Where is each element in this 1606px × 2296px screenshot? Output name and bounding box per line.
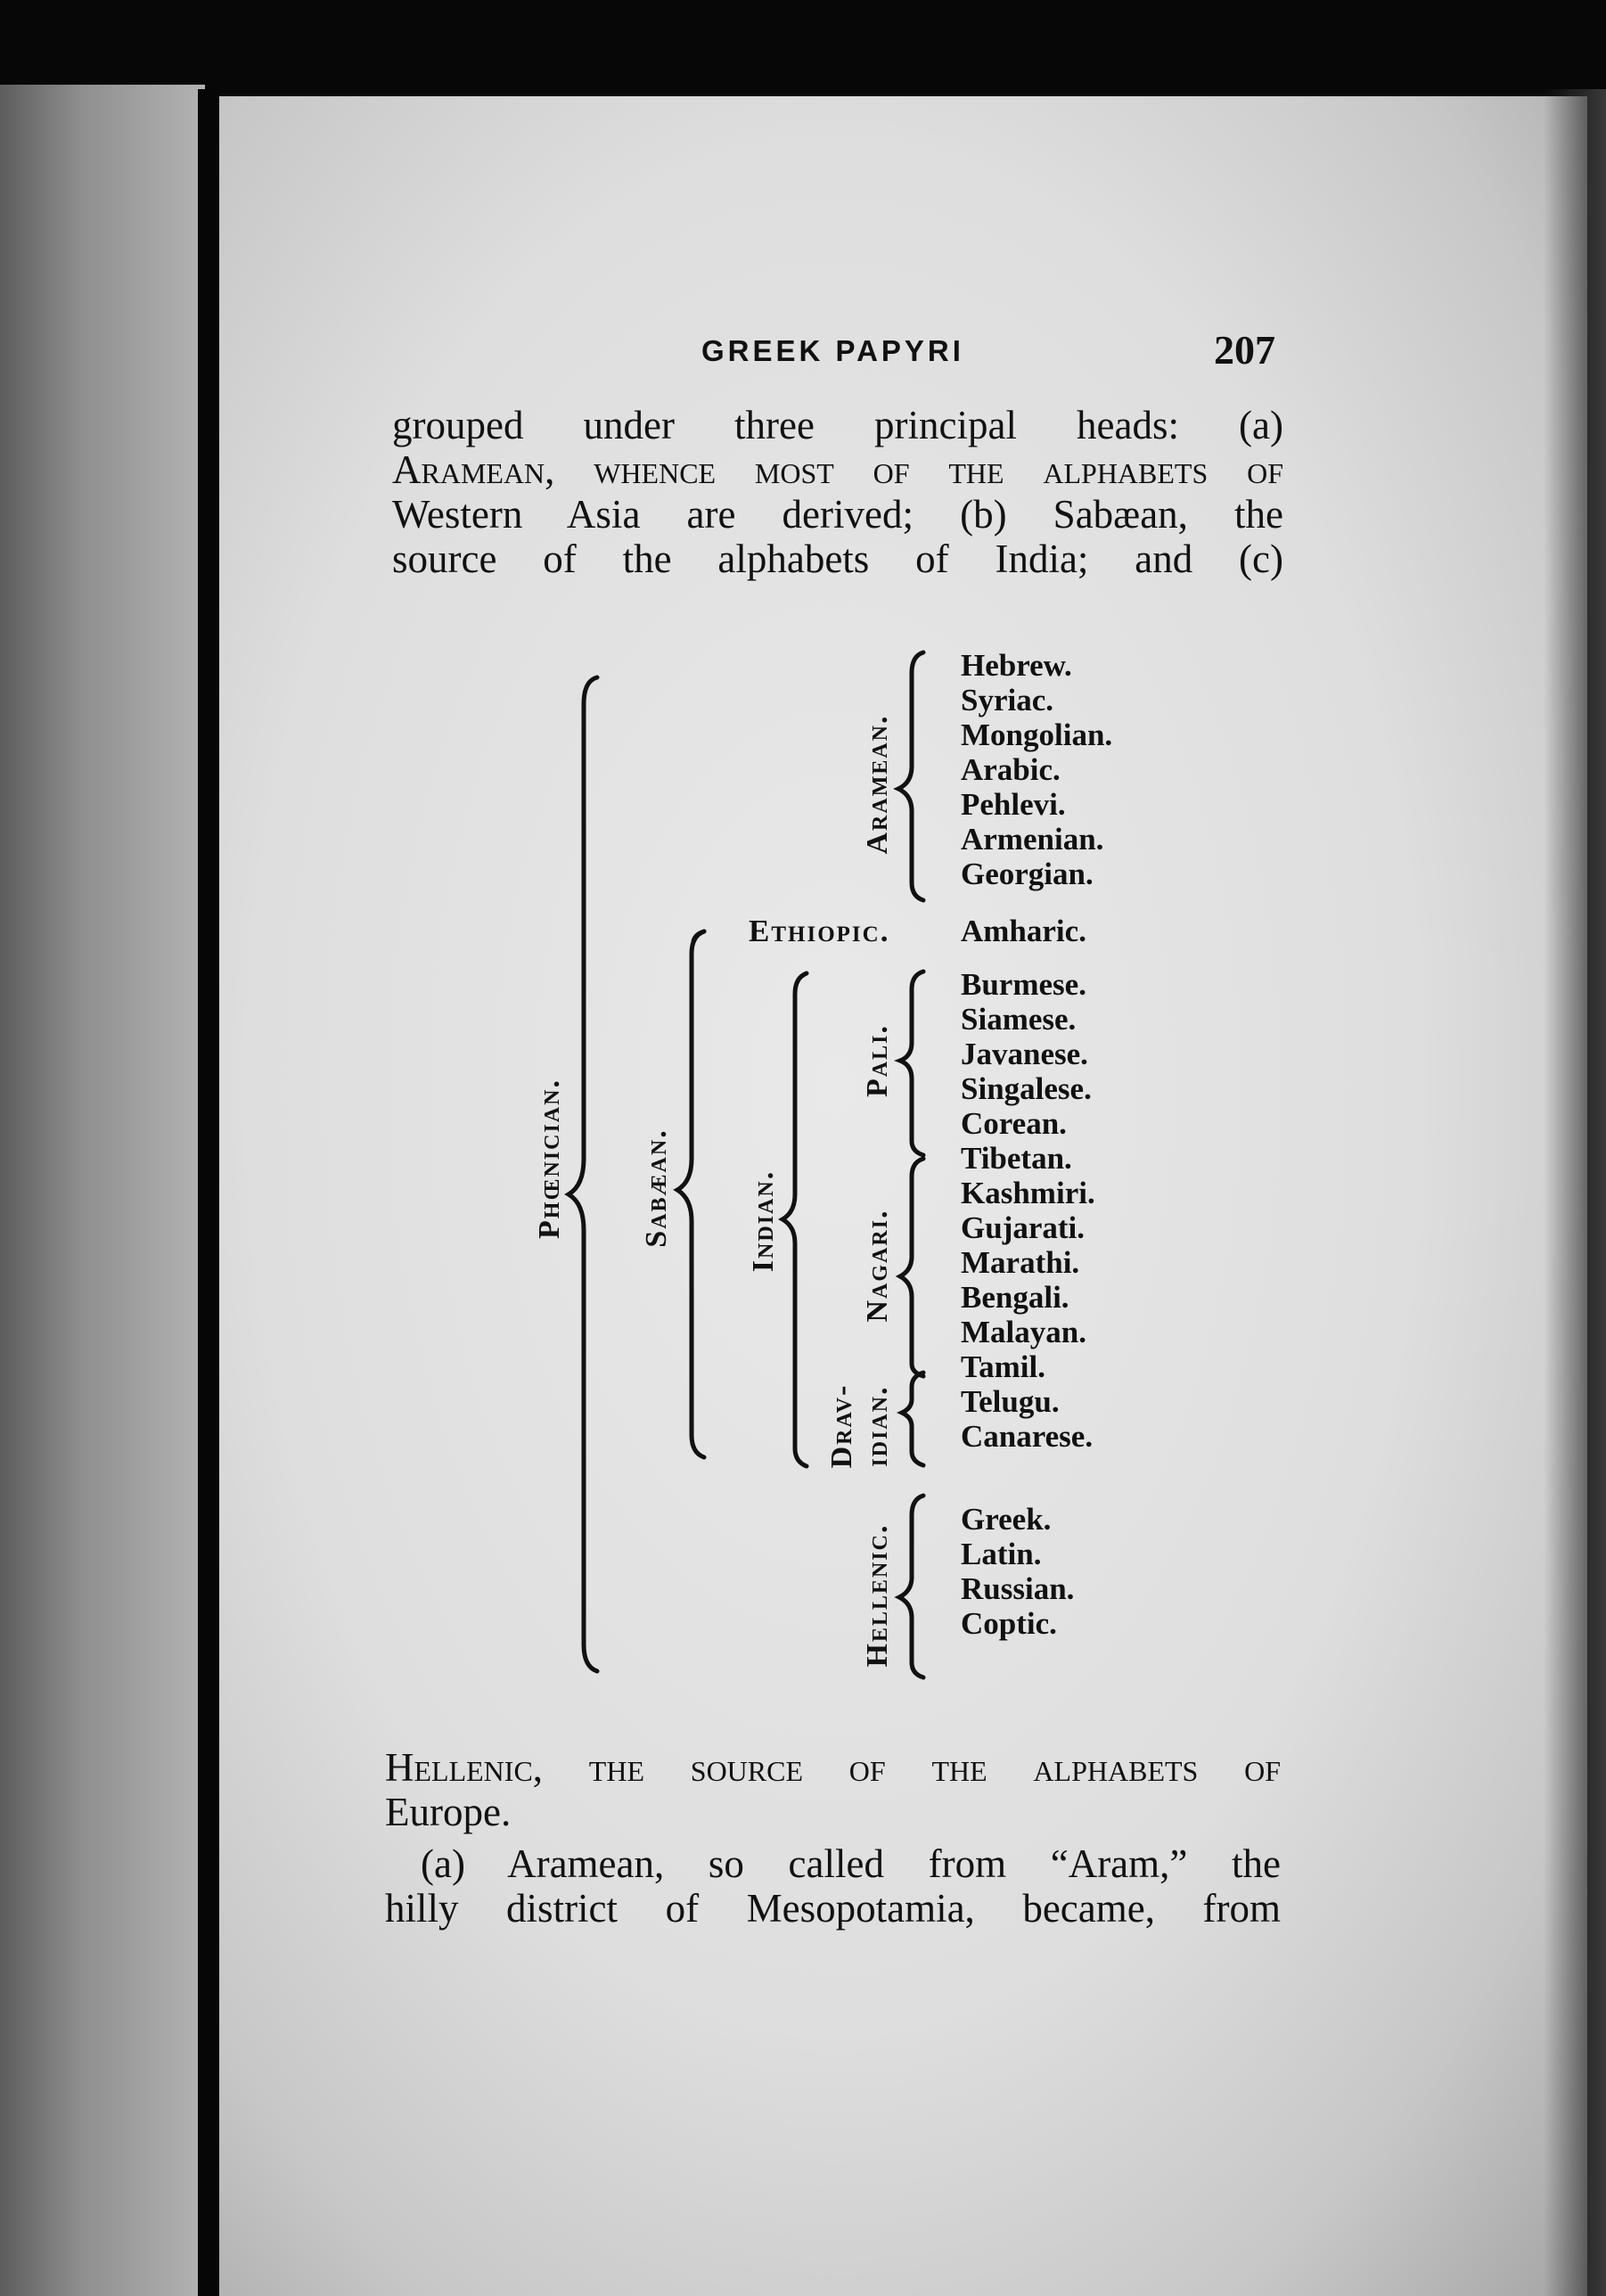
- brace-pali: [900, 972, 923, 1155]
- label-hellenic: Hellenic.: [861, 1523, 894, 1668]
- label-indian: Indian.: [747, 1169, 780, 1273]
- language-item: Georgian.: [961, 857, 1094, 891]
- label-dravidian-line2: idian.: [861, 1385, 894, 1467]
- brace-ethiopic: [693, 931, 704, 941]
- label-pali: Pali.: [861, 1024, 894, 1097]
- brace-aramean: [898, 652, 923, 900]
- brace-sabaean: [677, 931, 704, 1457]
- language-item: Marathi.: [961, 1245, 1080, 1280]
- language-item: Singalese.: [961, 1071, 1092, 1106]
- page-number: 207: [1214, 327, 1275, 373]
- language-item: Gujarati.: [961, 1210, 1086, 1245]
- language-item: Kashmiri.: [961, 1176, 1095, 1210]
- language-item: Burmese.: [961, 967, 1086, 1002]
- outro-line: (a) Aramean, so called from “Aram,” the: [421, 1841, 1281, 1886]
- language-item: Canarese.: [961, 1419, 1094, 1454]
- running-head: GREEK PAPYRI: [701, 334, 964, 367]
- intro-line: Western Asia are derived; (b) Sabæan, the: [392, 492, 1283, 537]
- label-aramean: Aramean.: [861, 714, 894, 855]
- language-item: Javanese.: [961, 1037, 1088, 1071]
- intro-line: source of the alphabets of India; and (c): [392, 537, 1283, 581]
- language-item: Syriac.: [961, 683, 1054, 718]
- label-sabaean: Sabæan.: [640, 1128, 673, 1248]
- outro-line: hilly district of Mesopotamia, became, from: [385, 1886, 1281, 1931]
- label-ethiopic: Ethiopic.: [749, 914, 890, 948]
- language-item: Malayan.: [961, 1315, 1086, 1349]
- language-item: Siamese.: [961, 1002, 1077, 1037]
- language-item: Arabic.: [961, 752, 1061, 787]
- language-item: Hebrew.: [961, 648, 1072, 683]
- label-phoenician: Phœnician.: [533, 1078, 566, 1239]
- language-item: Greek.: [961, 1502, 1052, 1537]
- brace-indian: [783, 973, 807, 1466]
- language-item: Amharic.: [961, 914, 1086, 948]
- language-item: Bengali.: [961, 1280, 1069, 1315]
- language-item: Tibetan.: [961, 1141, 1072, 1176]
- language-item: Russian.: [961, 1571, 1075, 1606]
- outro-line: Europe.: [385, 1790, 512, 1834]
- language-item: Telugu.: [961, 1384, 1060, 1419]
- label-nagari: Nagari.: [861, 1209, 894, 1323]
- brace-nagari: [900, 1159, 923, 1376]
- language-item: Corean.: [961, 1106, 1067, 1141]
- brace-hellenic: [899, 1496, 923, 1677]
- language-item: Latin.: [961, 1537, 1042, 1571]
- language-item: Armenian.: [961, 822, 1104, 857]
- intro-line: Aramean, whence most of the alphabets of: [392, 447, 1283, 492]
- language-item: Mongolian.: [961, 718, 1113, 752]
- intro-line: grouped under three principal heads: (a): [392, 403, 1283, 447]
- label-dravidian-line1: Drav-: [825, 1383, 858, 1469]
- language-item: Tamil.: [961, 1349, 1045, 1384]
- outro-line: Hellenic, the source of the alphabets of: [385, 1745, 1281, 1790]
- language-item: Coptic.: [961, 1606, 1057, 1641]
- brace-phoenician: [569, 677, 597, 1671]
- brace-dravidian: [902, 1373, 923, 1465]
- language-item: Pehlevi.: [961, 787, 1066, 822]
